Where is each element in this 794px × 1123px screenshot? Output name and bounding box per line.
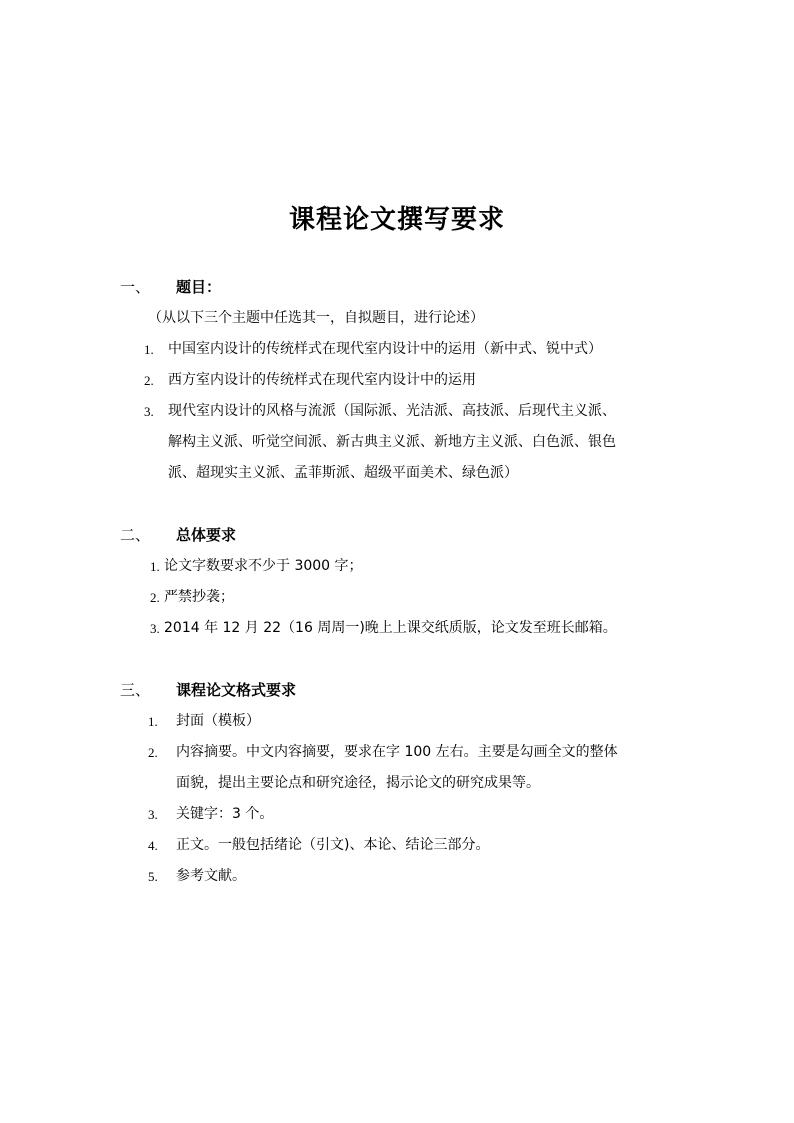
list-item <box>0 737 794 768</box>
list-item-text: 解构主义派、听觉空间派、新古典主义派、新地方主义派、白色派、银色 <box>168 434 616 450</box>
section-note-text: （从以下三个主题中任选其一，自拟题目，进行论述） <box>148 310 484 326</box>
section-heading <box>0 522 794 548</box>
section-number: 一、 <box>120 278 151 296</box>
list-marker: 2. <box>144 373 154 388</box>
list-marker: 1. <box>150 559 160 574</box>
list-item <box>0 706 794 737</box>
section-topic <box>0 274 794 489</box>
section-note <box>0 303 794 334</box>
section-number: 三、 <box>120 681 151 699</box>
list-marker: 5. <box>148 869 158 884</box>
list-item-text: 内容摘要。中文内容摘要，要求在字 100 左右。主要是勾画全文的整体 <box>176 744 618 760</box>
section-title: 课程论文格式要求 <box>176 681 297 699</box>
section-number: 二、 <box>120 526 151 544</box>
list-item <box>0 582 794 613</box>
document-title: 课程论文撰写要求 <box>288 205 505 235</box>
list-marker: 3. <box>144 404 154 419</box>
list-item-text: 西方室内设计的传统样式在现代室内设计中的运用 <box>168 372 476 388</box>
list-item-continuation <box>0 458 794 489</box>
section-heading <box>0 274 794 300</box>
list-item-text: 2014 年 12 月 22（16 周周一)晚上上课交纸质版，论文发至班长邮箱。 <box>164 620 617 636</box>
section-title: 题目： <box>176 278 222 296</box>
list-item-text: 面貌，提出主要论点和研究途径，揭示论文的研究成果等。 <box>176 775 540 791</box>
list-item <box>0 551 794 582</box>
list-marker: 1. <box>148 714 158 729</box>
list-item-text: 参考文献。 <box>176 868 246 884</box>
list-marker: 4. <box>148 838 158 853</box>
list-item <box>0 799 794 830</box>
list-item <box>0 861 794 892</box>
list-item <box>0 396 794 427</box>
list-marker: 3. <box>150 621 160 636</box>
list-item <box>0 613 794 644</box>
list-marker: 3. <box>148 807 158 822</box>
list-item <box>0 365 794 396</box>
list-marker: 1. <box>144 342 154 357</box>
list-item-text: 严禁抄袭； <box>164 589 234 605</box>
section-format-requirements <box>0 677 794 892</box>
list-marker: 2. <box>150 590 160 605</box>
list-item-continuation <box>0 768 794 799</box>
list-item <box>0 830 794 861</box>
list-item <box>0 334 794 365</box>
section-general-requirements <box>0 522 794 644</box>
list-item-text: 论文字数要求不少于 3000 字； <box>164 558 363 574</box>
list-item-continuation <box>0 427 794 458</box>
list-item-text: 现代室内设计的风格与流派（国际派、光洁派、高技派、后现代主义派、 <box>168 403 616 419</box>
list-marker: 2. <box>148 745 158 760</box>
list-item-text: 正文。一般包括绪论（引文)、本论、结论三部分。 <box>176 837 490 853</box>
section-heading <box>0 677 794 703</box>
list-item-text: 派、超现实主义派、孟菲斯派、超级平面美术、绿色派） <box>168 465 518 481</box>
list-item-text: 关键字：3 个。 <box>176 806 274 822</box>
list-item-text: 中国室内设计的传统样式在现代室内设计中的运用（新中式、锐中式） <box>168 341 602 357</box>
list-item-text: 封面（模板） <box>176 713 260 729</box>
section-title: 总体要求 <box>176 526 237 544</box>
